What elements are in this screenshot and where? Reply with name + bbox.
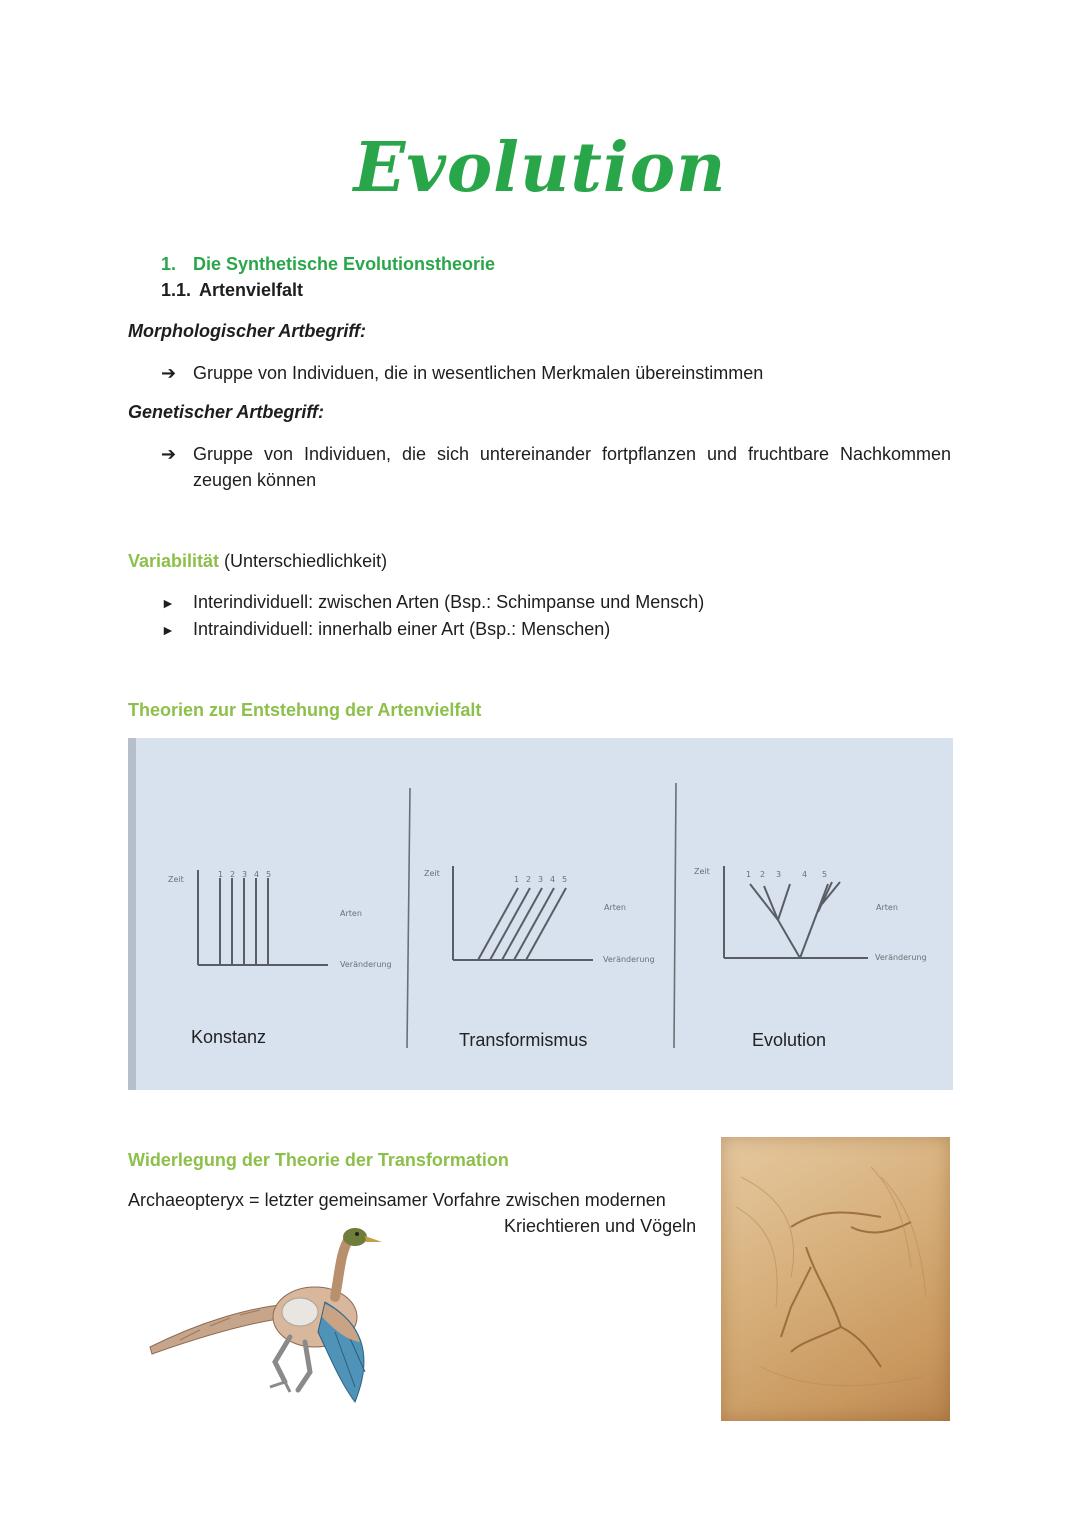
fossil-imprint (721, 1137, 950, 1421)
arrow-icon: ➔ (161, 444, 177, 464)
section-heading-1 (161, 254, 495, 275)
species-number: 1 (514, 875, 520, 884)
species-label: Arten (604, 903, 626, 912)
branch (778, 884, 790, 920)
section-number: 1. (161, 254, 177, 274)
theories-heading: Theorien zur Entstehung der Artenvielfalt (128, 700, 482, 720)
variability-item-text: Interindividuell: zwischen Arten (Bsp.: Schimpanse und Mensch) (193, 592, 705, 612)
species-line (478, 888, 518, 960)
species-number: 2 (760, 870, 766, 879)
genetic-term: Genetischer Artbegriff: (128, 402, 325, 422)
species-number: 4 (254, 870, 260, 879)
definition-text: Gruppe von Individuen, die sich untereinander fortpflanzen und fruchtbare Nachkommen zeugen können (193, 444, 951, 490)
time-label: Zeit (168, 875, 184, 884)
archaeopteryx-illustration (140, 1222, 390, 1417)
section-label: Die Synthetische Evolutionstheorie (193, 254, 496, 274)
species-label: Arten (340, 909, 362, 918)
definition-text: Gruppe von Individuen, die in wesentlichen Merkmalen übereinstimmen (193, 363, 764, 383)
change-label: Veränderung (340, 960, 392, 969)
time-label: Zeit (424, 869, 440, 878)
time-label: Zeit (694, 867, 710, 876)
species-line (502, 888, 542, 960)
species-number: 3 (538, 875, 544, 884)
genetic-definition (161, 441, 951, 493)
species-number: 5 (562, 875, 568, 884)
variability-item (161, 592, 704, 613)
refutation-line-2: Kriechtieren und Vögeln (504, 1216, 697, 1236)
konstanz-chart (168, 870, 392, 969)
species-label: Arten (876, 903, 898, 912)
variability-item-text: Intraindividuell: innerhalb einer Art (Bsp.: Menschen) (193, 619, 611, 639)
panel-label-konstanz: Konstanz (191, 1027, 267, 1047)
morphological-definition (161, 360, 951, 386)
branch (764, 886, 778, 920)
evolution-chart (694, 866, 927, 962)
variability-label: Variabilität (128, 551, 220, 571)
section-number: 1.1. (161, 280, 192, 300)
species-number: 3 (242, 870, 248, 879)
species-number: 4 (550, 875, 556, 884)
branch (818, 882, 832, 912)
variability-paren: (Unterschiedlichkeit) (219, 551, 388, 571)
species-number: 4 (802, 870, 808, 879)
bullet-icon: ► (161, 622, 175, 638)
species-number: 5 (822, 870, 828, 879)
page-title: Evolution (353, 128, 727, 208)
branch (800, 884, 828, 958)
section-heading-1-1 (161, 280, 303, 301)
species-number: 2 (526, 875, 532, 884)
panel-divider (407, 788, 410, 1048)
species-number: 1 (746, 870, 752, 879)
transformismus-chart (424, 866, 655, 964)
morphological-term: Morphologischer Artbegriff: (128, 321, 366, 341)
branch (750, 884, 800, 958)
species-line (526, 888, 566, 960)
species-line (514, 888, 554, 960)
arrow-icon: ➔ (161, 363, 177, 383)
panel-label-transformismus: Transformismus (459, 1030, 588, 1050)
archaeopteryx-fossil-photo (721, 1137, 950, 1421)
refutation-line-1: Archaeopteryx = letzter gemeinsamer Vorfahre zwischen modernen (128, 1190, 666, 1210)
panel-divider (674, 783, 676, 1048)
panel-label-evolution: Evolution (752, 1030, 827, 1050)
bullet-icon: ► (161, 595, 175, 611)
change-label: Veränderung (603, 955, 655, 964)
species-number: 1 (218, 870, 224, 879)
species-line (490, 888, 530, 960)
change-label: Veränderung (875, 953, 927, 962)
species-number: 3 (776, 870, 782, 879)
species-number: 5 (266, 870, 272, 879)
theories-diagram (128, 738, 953, 1090)
section-label: Artenvielfalt (199, 280, 304, 300)
species-number: 2 (230, 870, 236, 879)
variability-item (161, 619, 610, 640)
refutation-heading: Widerlegung der Theorie der Transformation (128, 1150, 509, 1170)
variability-heading (128, 551, 387, 572)
